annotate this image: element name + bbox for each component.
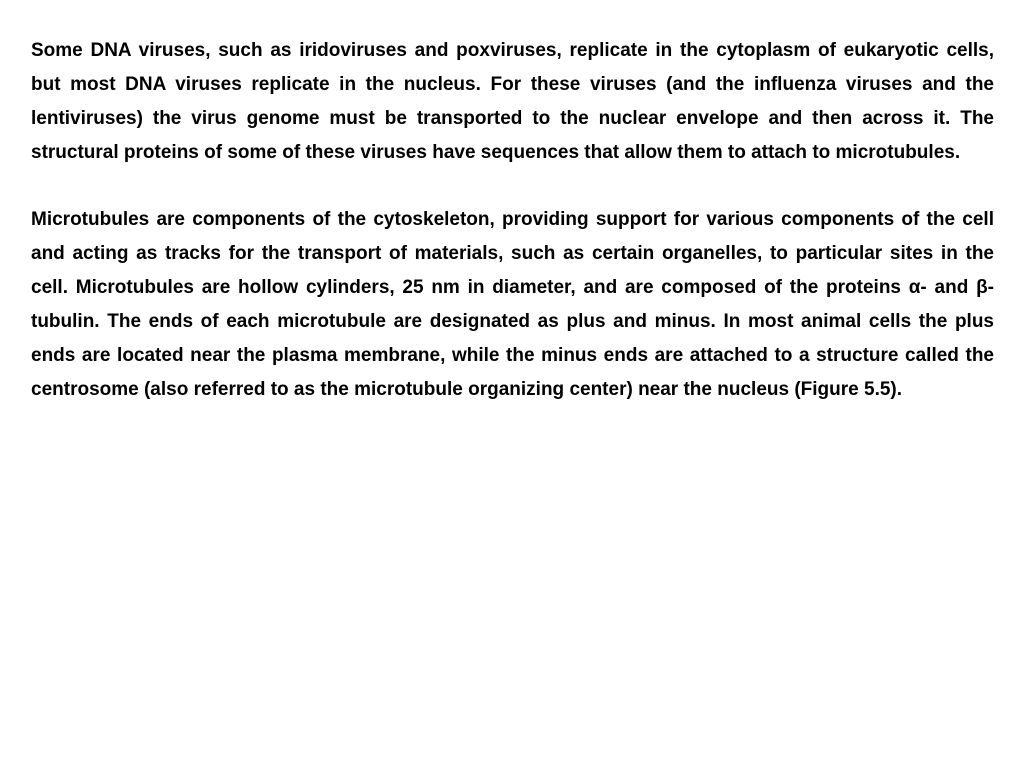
paragraph-dna-virus-replication: Some DNA viruses, such as iridoviruses and poxviruses, replicate in the cytoplasm of eukaryotic cells, but most DNA viruses replicate in the nucleus. For these viruses (and the influenza viruses and the lentiviruses) the virus genome must be transported to the nuclear envelope and then across it. The structural proteins of some of these viruses have sequences that allow them to attach to microtubules.	[31, 40, 994, 163]
slide-body	[31, 34, 994, 407]
paragraph-microtubules: Microtubules are components of the cytoskeleton, providing support for various components of the cell and acting as tracks for the transport of materials, such as certain organelles, to particular sites in the cell. Microtubules are hollow cylinders, 25 nm in diameter, and are composed of the proteins α- and β-tubulin. The ends of each microtubule are designated as plus and minus. In most animal cells the plus ends are located near the plasma membrane, while the minus ends are attached to a structure called the centrosome (also referred to as the microtubule organizing center) near the nucleus (Figure 5.5).	[31, 209, 994, 400]
